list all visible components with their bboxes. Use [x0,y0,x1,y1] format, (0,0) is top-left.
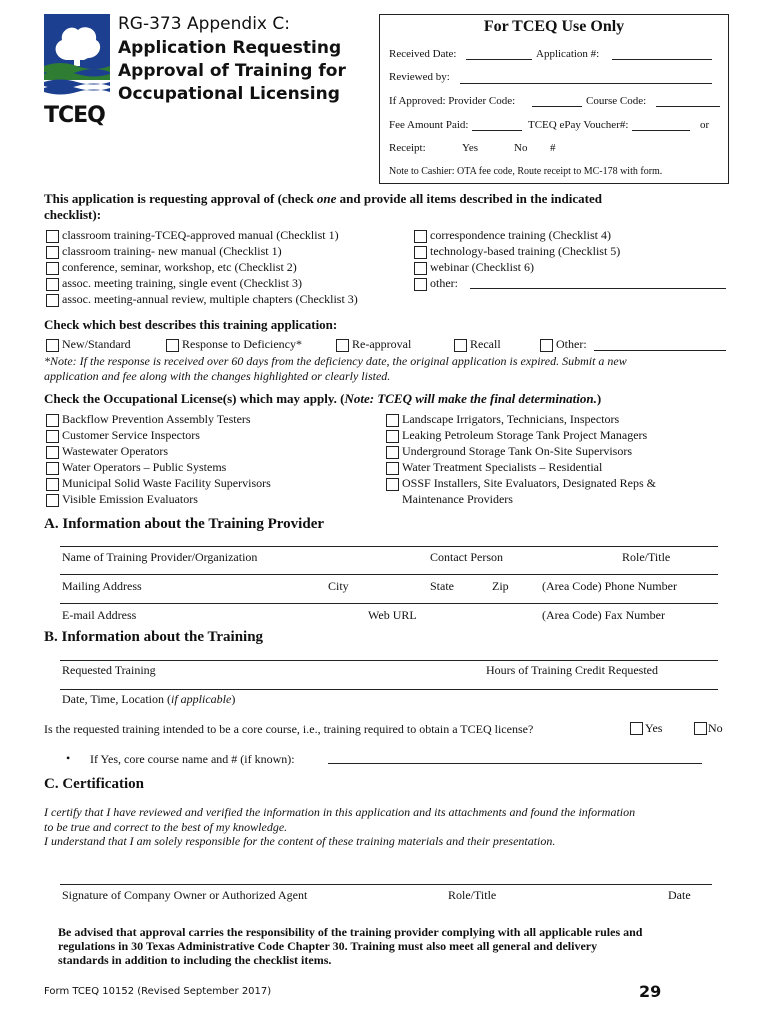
core-course-name-label: If Yes, core course name and # (if known): [90,752,295,766]
page-title-line3: Occupational Licensing [118,84,340,104]
office-use-box [379,14,729,184]
page-title-line2: Approval of Training for [118,61,346,81]
license-label: OSSF Installers, Site Evaluators, Designated Reps & [402,476,656,490]
requested-training-line[interactable] [60,660,718,661]
option-label: classroom training-TCEQ-approved manual (Checklist 1) [62,228,339,242]
license-label: Underground Storage Tank On-Site Supervisors [402,444,633,458]
fee-amount-field[interactable] [472,130,522,131]
option-label: assoc. meeting training, single event (Checklist 3) [62,276,302,290]
date-label-pre: Date, Time, Location ( [62,692,171,706]
option-checkbox[interactable] [46,294,59,307]
request-intro-line2: checklist): [44,207,102,222]
license-checkbox[interactable] [46,414,59,427]
date-time-location-line[interactable] [60,689,718,690]
certification-line2: to be true and correct to the best of my knowledge. [44,820,288,834]
or-label: or [700,119,710,131]
course-code-label: Course Code: [586,95,647,107]
section-a-heading: A. Information about the Training Provider [44,516,325,532]
license-label: Leaking Petroleum Storage Tank Project Managers [402,428,648,442]
app-type-checkbox[interactable] [454,339,467,352]
advisory-line3: standards in addition to including the checklist items. [58,953,332,967]
requested-training-label: Requested Training [62,663,156,677]
request-intro-post: and provide all items described in the indicated [336,191,602,206]
provider-name-label: Name of Training Provider/Organization [62,550,258,564]
form-code: RG-373 Appendix C: [118,14,290,34]
app-type-checkbox[interactable] [540,339,553,352]
license-heading [44,391,601,407]
advisory-line2: regulations in 30 Texas Administrative Code Chapter 30. Training must also meet all general and delivery [58,939,598,953]
license-checkbox[interactable] [386,430,399,443]
email-line[interactable] [60,603,718,604]
date-label-em: if applicable [170,692,232,706]
license-label: Customer Service Inspectors [62,428,200,442]
license-label: Water Treatment Specialists – Residential [402,460,603,474]
license-label: Visible Emission Evaluators [62,492,198,506]
license-label-continued: Maintenance Providers [402,492,513,506]
page-number: 29 [639,982,662,1001]
tceq-logo-icon [44,14,110,100]
option-checkbox[interactable] [46,246,59,259]
license-checkbox[interactable] [386,478,399,491]
receipt-yes: Yes [462,142,479,154]
license-heading-em: Note: TCEQ will make the final determination. [344,391,597,406]
email-label: E-mail Address [62,608,137,622]
core-course-question: Is the requested training intended to be a core course, i.e., training required to obtain a TCEQ license? [44,722,534,736]
app-type-label: Response to Deficiency* [182,337,302,351]
section-c-heading: C. Certification [44,776,144,792]
license-checkbox[interactable] [46,462,59,475]
reviewed-by-field[interactable] [460,83,712,84]
option-checkbox[interactable] [414,262,427,275]
deficiency-note-line2: application and fee along with the changes highlighted or clearly listed. [44,369,391,383]
option-checkbox[interactable] [414,246,427,259]
advisory-line1: Be advised that approval carries the responsibility of the training provider complying with all applicable rules and [58,925,643,939]
core-no-label: No [708,721,723,735]
mailing-address-label: Mailing Address [62,579,142,593]
option-label: conference, seminar, workshop, etc (Checklist 2) [62,260,297,274]
application-no-field[interactable] [612,59,712,60]
application-type-heading: Check which best describes this training application: [44,317,338,332]
section-b-heading: B. Information about the Training [44,629,264,645]
license-checkbox[interactable] [46,478,59,491]
app-type-label: Other: [556,337,587,351]
provider-code-label: If Approved: Provider Code: [389,95,516,107]
web-url-label: Web URL [368,608,417,622]
license-label: Water Operators – Public Systems [62,460,227,474]
mailing-address-line[interactable] [60,574,718,575]
application-no-label: Application #: [536,48,600,60]
fee-amount-label: Fee Amount Paid: [389,119,469,131]
license-heading-pre: Check the Occupational License(s) which may apply. ( [44,391,345,406]
license-checkbox[interactable] [46,446,59,459]
epay-field[interactable] [632,130,690,131]
option-checkbox[interactable] [46,262,59,275]
app-type-other-field[interactable] [594,350,726,351]
state-label: State [430,579,454,593]
date-label-post: ) [231,692,236,706]
app-type-label: Recall [470,337,501,351]
option-label: technology-based training (Checklist 5) [430,244,621,258]
license-checkbox[interactable] [386,462,399,475]
received-date-field[interactable] [466,59,532,60]
cashier-note: Note to Cashier: OTA fee code, Route receipt to MC-178 with form. [389,166,663,177]
certification-line1: I certify that I have reviewed and verified the information in this application and its attachments and found the information [44,805,636,819]
option-label: webinar (Checklist 6) [430,260,534,274]
receipt-no: No [514,142,528,154]
license-label: Backflow Prevention Assembly Testers [62,412,251,426]
license-label: Landscape Irrigators, Technicians, Inspectors [402,412,620,426]
request-intro-pre: This application is requesting approval of (check [44,191,317,206]
app-type-checkbox[interactable] [166,339,179,352]
tceq-logo [44,14,110,128]
request-intro [44,191,602,207]
signature-label: Signature of Company Owner or Authorized Agent [62,888,308,902]
license-checkbox[interactable] [386,446,399,459]
core-no-checkbox[interactable] [694,722,707,735]
phone-label: (Area Code) Phone Number [542,579,677,593]
signature-role-label: Role/Title [448,888,497,902]
option-label: classroom training- new manual (Checklist 1) [62,244,282,258]
option-checkbox[interactable] [414,230,427,243]
core-course-name-field[interactable] [328,763,702,764]
contact-person-label: Contact Person [430,550,503,564]
license-checkbox[interactable] [46,494,59,507]
option-label: other: [430,276,458,290]
office-use-title: For TCEQ Use Only [483,18,625,35]
license-label: Wastewater Operators [62,444,168,458]
bullet: • [66,751,71,765]
date-time-location-label [62,692,235,707]
provider-name-line[interactable] [60,546,718,547]
deficiency-note-line1: *Note: If the response is received over 60 days from the deficiency date, the original application is expired. Submit a new [44,354,627,368]
epay-label: TCEQ ePay Voucher#: [528,119,629,131]
option-label: assoc. meeting-annual review, multiple chapters (Checklist 3) [62,292,358,306]
logo-text: TCEQ [44,103,105,128]
core-yes-checkbox[interactable] [630,722,643,735]
app-type-label: Re-approval [352,337,412,351]
page-title-line1: Application Requesting [118,38,342,58]
app-type-label: New/Standard [62,337,131,351]
form-id: Form TCEQ 10152 (Revised September 2017) [44,986,272,997]
zip-label: Zip [492,579,509,593]
certification-line3: I understand that I am solely responsible for the content of these training materials and their presentation. [44,834,556,848]
license-checkbox[interactable] [46,430,59,443]
provider-code-field[interactable] [532,106,582,107]
receipt-label: Receipt: [389,142,426,154]
option-checkbox[interactable] [414,278,427,291]
provider-role-label: Role/Title [622,550,671,564]
receipt-hash: # [550,142,556,154]
other-option-field[interactable] [470,288,726,289]
license-checkbox[interactable] [386,414,399,427]
hours-label: Hours of Training Credit Requested [486,663,658,677]
option-checkbox[interactable] [46,278,59,291]
app-type-checkbox[interactable] [336,339,349,352]
signature-date-label: Date [668,888,691,902]
app-type-checkbox[interactable] [46,339,59,352]
reviewed-by-label: Reviewed by: [389,71,450,83]
option-checkbox[interactable] [46,230,59,243]
signature-line[interactable] [60,884,712,885]
received-date-label: Received Date: [389,48,457,60]
option-label: correspondence training (Checklist 4) [430,228,611,242]
license-label: Municipal Solid Waste Facility Supervisors [62,476,271,490]
request-intro-em: one [316,191,337,206]
license-heading-post: ) [596,391,602,406]
city-label: City [328,579,349,593]
fax-label: (Area Code) Fax Number [542,608,665,622]
core-yes-label: Yes [645,721,663,735]
course-code-field[interactable] [656,106,720,107]
